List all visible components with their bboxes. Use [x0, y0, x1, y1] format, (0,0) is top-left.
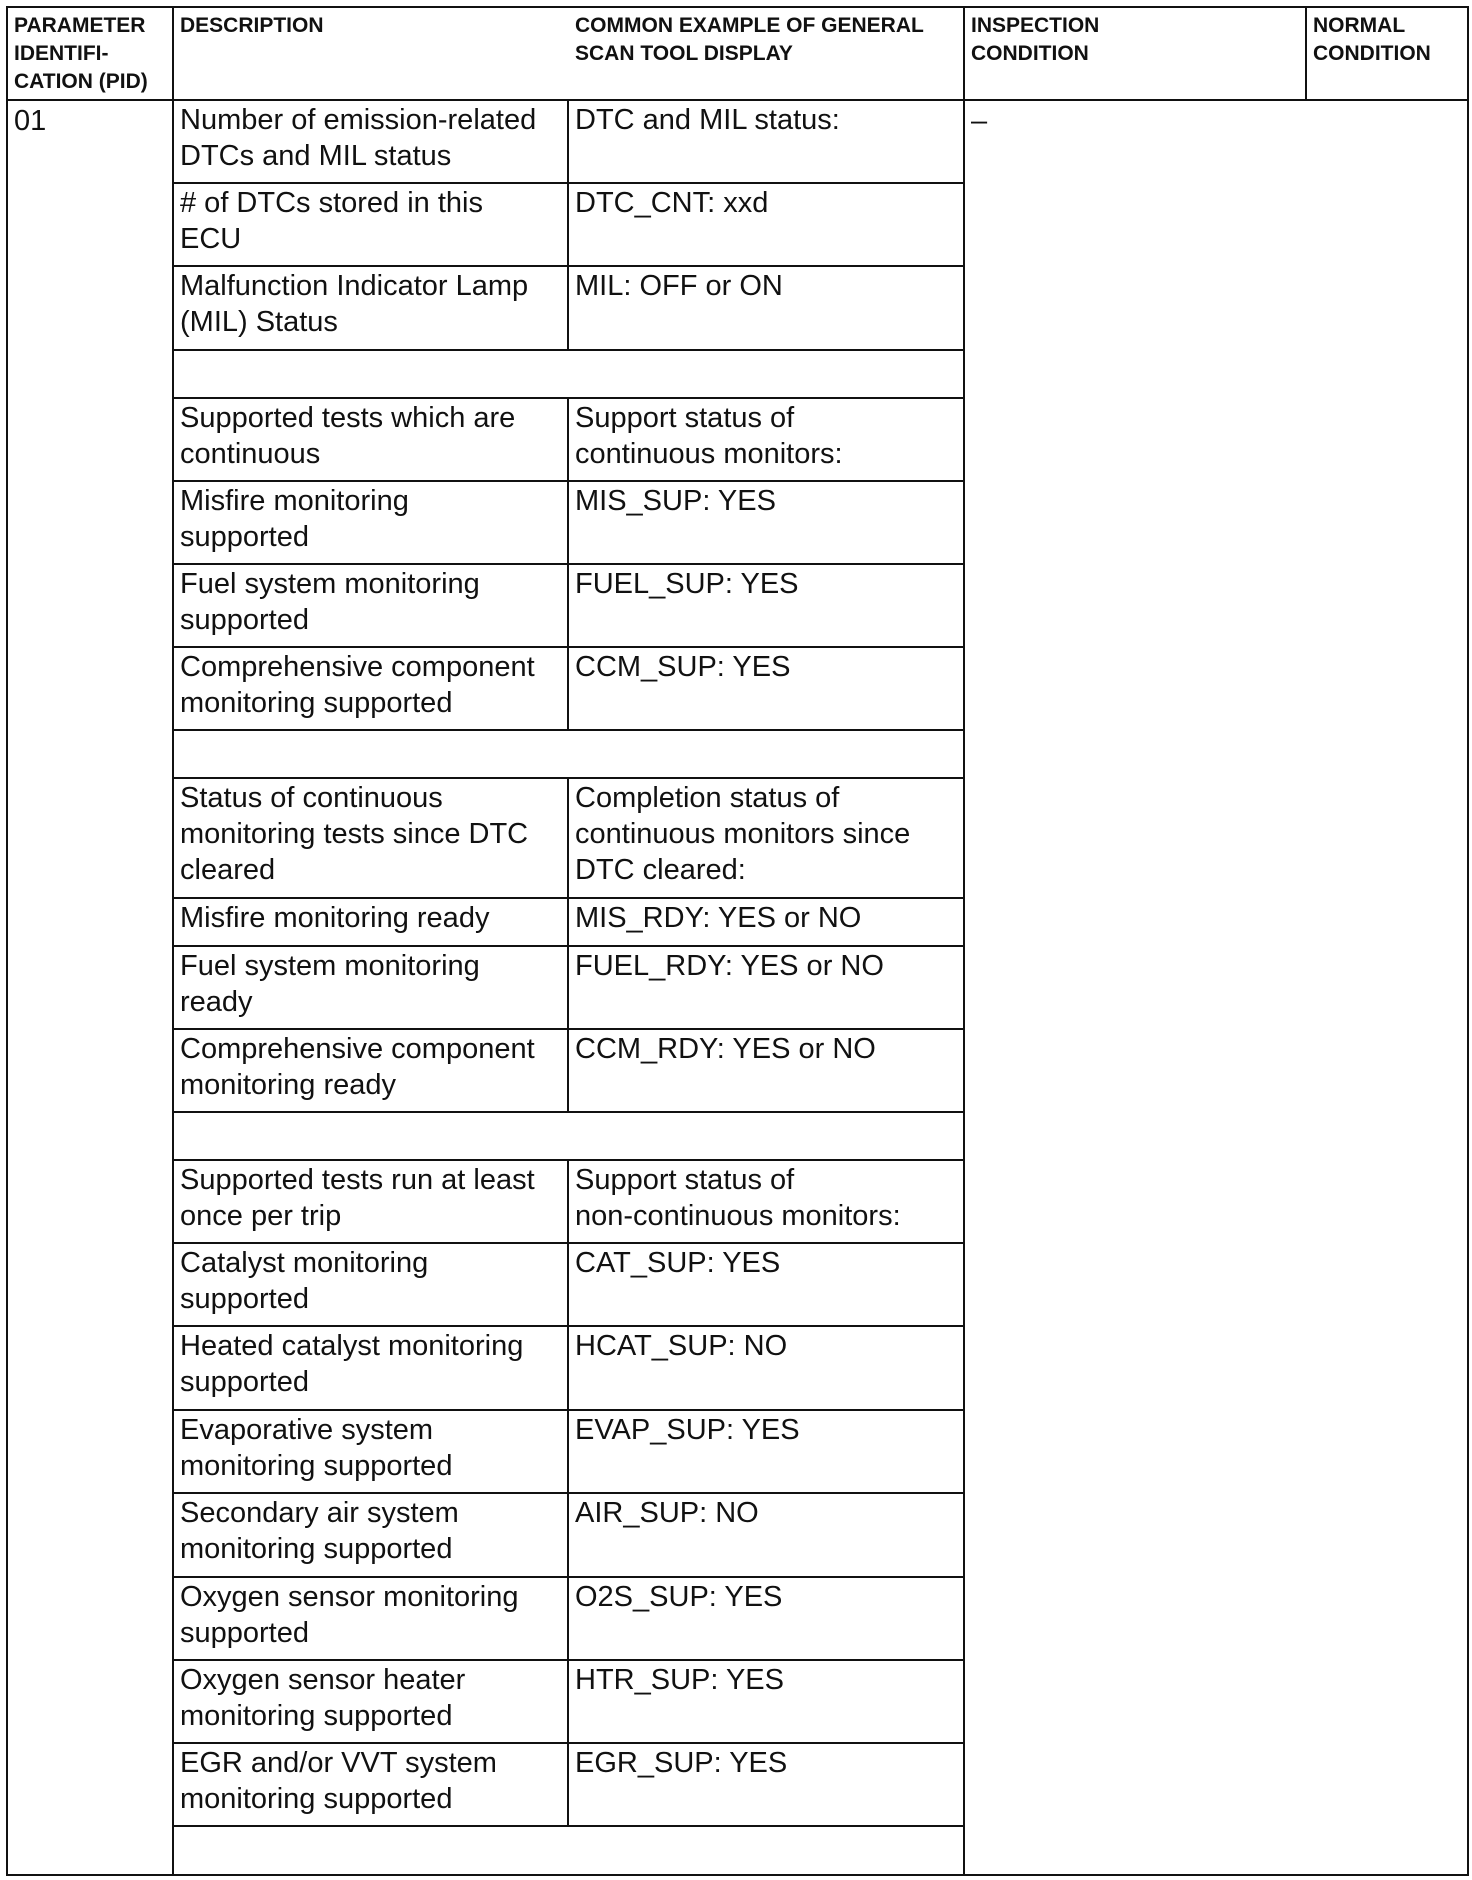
example-text: CCM_SUP: YES [575, 651, 791, 683]
description-text: continuous [180, 438, 321, 470]
row-divider-vertical [567, 646, 569, 731]
description-text: (MIL) Status [180, 306, 338, 338]
description-text: monitoring supported [180, 1700, 453, 1732]
header-description-text: DESCRIPTION [180, 14, 324, 37]
row-divider [172, 349, 965, 351]
table-right-border [1467, 6, 1469, 1876]
description-text: supported [180, 521, 309, 553]
pid-value: 01 [14, 105, 47, 137]
description-text: Comprehensive component [180, 1033, 535, 1065]
header-normal-text: NORMAL [1313, 14, 1406, 37]
example-text: FUEL_RDY: YES or NO [575, 950, 884, 982]
header-pid-text: CATION (PID) [14, 70, 148, 93]
example-text: O2S_SUP: YES [575, 1581, 783, 1613]
description-text: once per trip [180, 1200, 342, 1232]
header-example-text: COMMON EXAMPLE OF GENERAL [575, 14, 924, 37]
example-text: MIS_RDY: YES or NO [575, 902, 862, 934]
example-text: MIS_SUP: YES [575, 485, 776, 517]
description-text: Oxygen sensor heater [180, 1664, 466, 1696]
header-pid-text: IDENTIFI- [14, 42, 109, 65]
row-divider-vertical [567, 1242, 569, 1327]
row-divider-vertical [567, 897, 569, 947]
example-text: CAT_SUP: YES [575, 1247, 781, 1279]
description-text: monitoring supported [180, 1533, 453, 1565]
column-divider [172, 6, 174, 1876]
row-divider-vertical [567, 182, 569, 267]
row-divider-vertical [567, 945, 569, 1030]
row-divider-vertical [567, 563, 569, 648]
description-text: Number of emission-related [180, 104, 537, 136]
example-text: continuous monitors since [575, 818, 911, 850]
example-text: DTC cleared: [575, 854, 746, 886]
example-text: continuous monitors: [575, 438, 843, 470]
description-text: Comprehensive component [180, 651, 535, 683]
description-text: Heated catalyst monitoring [180, 1330, 524, 1362]
header-bottom-border [6, 99, 1469, 101]
description-text: Supported tests run at least [180, 1164, 535, 1196]
description-text: ready [180, 986, 253, 1018]
description-text: Evaporative system [180, 1414, 434, 1446]
example-text: EGR_SUP: YES [575, 1747, 788, 1779]
example-text: non-continuous monitors: [575, 1200, 901, 1232]
description-text: monitoring tests since DTC [180, 818, 529, 850]
example-text: AIR_SUP: NO [575, 1497, 759, 1529]
description-text: monitoring ready [180, 1069, 396, 1101]
row-divider-vertical [567, 1325, 569, 1411]
row-divider-vertical [567, 1028, 569, 1113]
row-divider-vertical [567, 99, 569, 184]
table-top-border [6, 6, 1469, 8]
example-text: DTC and MIL status: [575, 104, 840, 136]
example-text: Support status of [575, 1164, 795, 1196]
column-divider [963, 6, 965, 1876]
row-divider-vertical [567, 1742, 569, 1827]
column-divider [1305, 6, 1307, 99]
row-divider [172, 1825, 965, 1827]
example-text: HTR_SUP: YES [575, 1664, 784, 1696]
example-text: DTC_CNT: xxd [575, 187, 769, 219]
example-text: EVAP_SUP: YES [575, 1414, 800, 1446]
example-text: HCAT_SUP: NO [575, 1330, 788, 1362]
row-divider-vertical [567, 1159, 569, 1244]
header-normal-text: CONDITION [1313, 42, 1431, 65]
header-inspection-text: CONDITION [971, 42, 1089, 65]
description-text: Misfire monitoring ready [180, 902, 490, 934]
description-text: # of DTCs stored in this [180, 187, 483, 219]
description-text: supported [180, 1283, 309, 1315]
description-text: Status of continuous [180, 782, 443, 814]
description-text: EGR and/or VVT system [180, 1747, 497, 1779]
description-text: Malfunction Indicator Lamp [180, 270, 529, 302]
description-text: monitoring supported [180, 1450, 453, 1482]
description-text: ECU [180, 223, 242, 255]
inspection-condition-value: – [971, 105, 988, 137]
description-text: Supported tests which are [180, 402, 516, 434]
description-text: cleared [180, 854, 276, 886]
table-left-border [6, 6, 8, 1876]
description-text: monitoring supported [180, 687, 453, 719]
row-divider-vertical [567, 1576, 569, 1661]
description-text: Misfire monitoring [180, 485, 409, 517]
row-divider-vertical [567, 480, 569, 565]
header-pid-text: PARAMETER [14, 14, 146, 37]
row-divider [172, 1111, 965, 1113]
row-divider-vertical [567, 265, 569, 351]
description-text: supported [180, 1366, 309, 1398]
table-bottom-border [6, 1874, 1469, 1876]
row-divider-vertical [567, 1659, 569, 1744]
row-divider [172, 729, 965, 731]
header-inspection-text: INSPECTION [971, 14, 1100, 37]
example-text: FUEL_SUP: YES [575, 568, 799, 600]
example-text: Support status of [575, 402, 795, 434]
description-text: DTCs and MIL status [180, 140, 452, 172]
header-example-text: SCAN TOOL DISPLAY [575, 42, 793, 65]
description-text: Secondary air system [180, 1497, 459, 1529]
description-text: Oxygen sensor monitoring [180, 1581, 519, 1613]
description-text: Fuel system monitoring [180, 568, 480, 600]
description-text: supported [180, 604, 309, 636]
description-text: Fuel system monitoring [180, 950, 480, 982]
example-text: MIL: OFF or ON [575, 270, 783, 302]
row-divider-vertical [567, 397, 569, 482]
description-text: Catalyst monitoring [180, 1247, 429, 1279]
row-divider-vertical [567, 1409, 569, 1494]
row-divider-vertical [567, 1492, 569, 1578]
description-text: monitoring supported [180, 1783, 453, 1815]
example-text: Completion status of [575, 782, 840, 814]
description-text: supported [180, 1617, 309, 1649]
example-text: CCM_RDY: YES or NO [575, 1033, 876, 1065]
row-divider-vertical [567, 777, 569, 899]
